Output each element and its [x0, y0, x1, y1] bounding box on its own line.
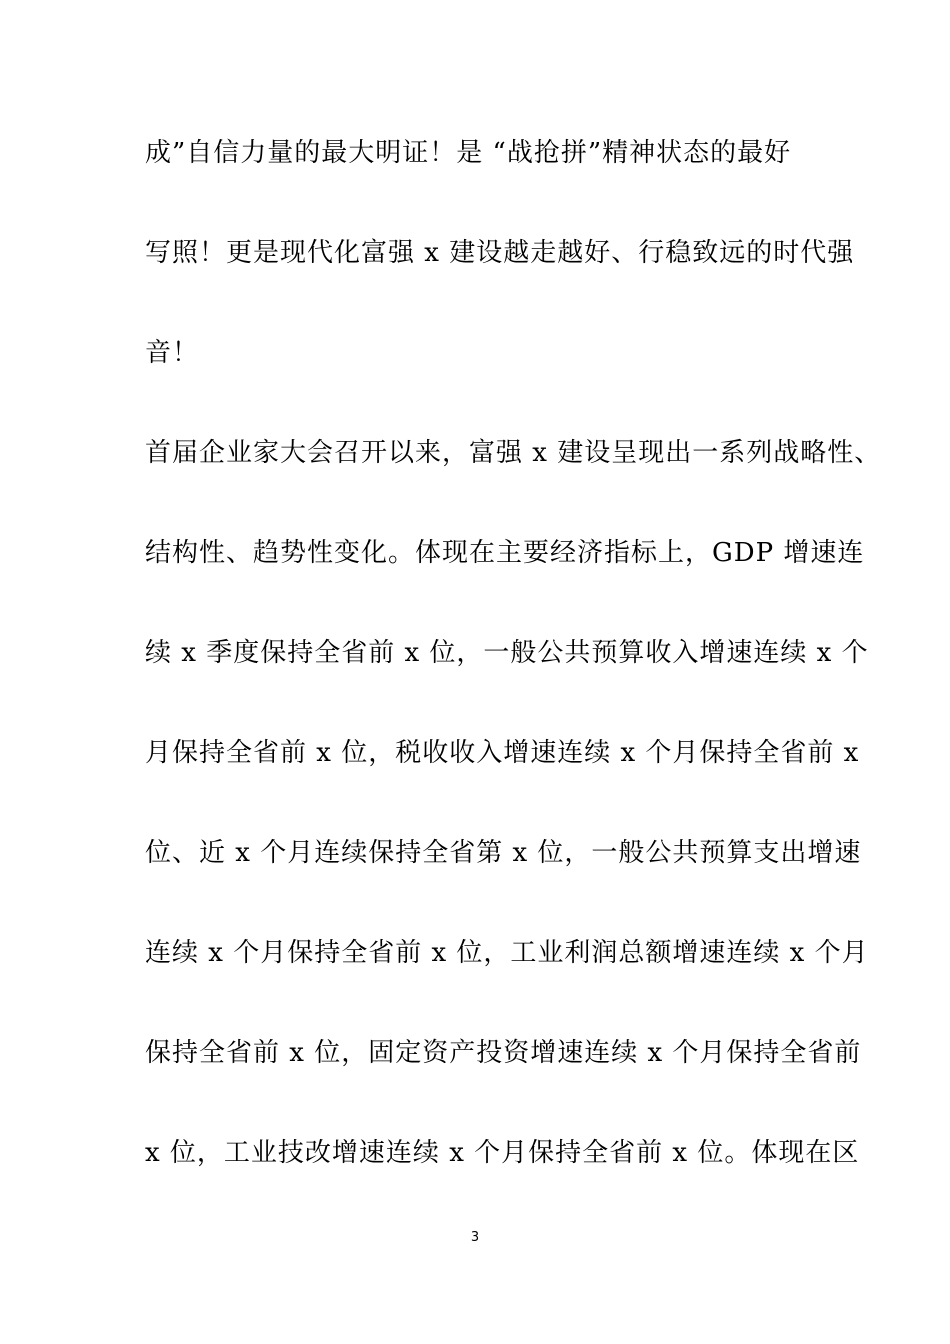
- page-number: 3: [470, 1230, 480, 1245]
- text-line: 位、近 x 个月连续保持全省第 x 位，一般公共预算支出增速: [145, 838, 862, 868]
- text-line: x 位，工业技改增速连续 x 个月保持全省前 x 位。体现在区: [145, 1138, 860, 1168]
- text-line: 保持全省前 x 位，固定资产投资增速连续 x 个月保持全省前: [145, 1038, 862, 1068]
- text-line: 连续 x 个月保持全省前 x 位，工业利润总额增速连续 x 个月: [145, 938, 869, 968]
- text-line: 写照！更是现代化富强 x 建设越走越好、行稳致远的时代强: [145, 238, 855, 268]
- text-line: 月保持全省前 x 位，税收收入增速连续 x 个月保持全省前 x: [145, 738, 860, 768]
- text-line: 成”自信力量的最大明证！是 “战抢拼”精神状态的最好: [145, 138, 792, 168]
- text-line: 首届企业家大会召开以来，富强 x 建设呈现出一系列战略性、: [145, 438, 882, 468]
- text-line: 音！: [145, 338, 200, 368]
- text-line: 续 x 季度保持全省前 x 位，一般公共预算收入增速连续 x 个: [145, 638, 869, 668]
- text-line: 结构性、趋势性变化。体现在主要经济指标上，GDP 增速连: [145, 538, 865, 568]
